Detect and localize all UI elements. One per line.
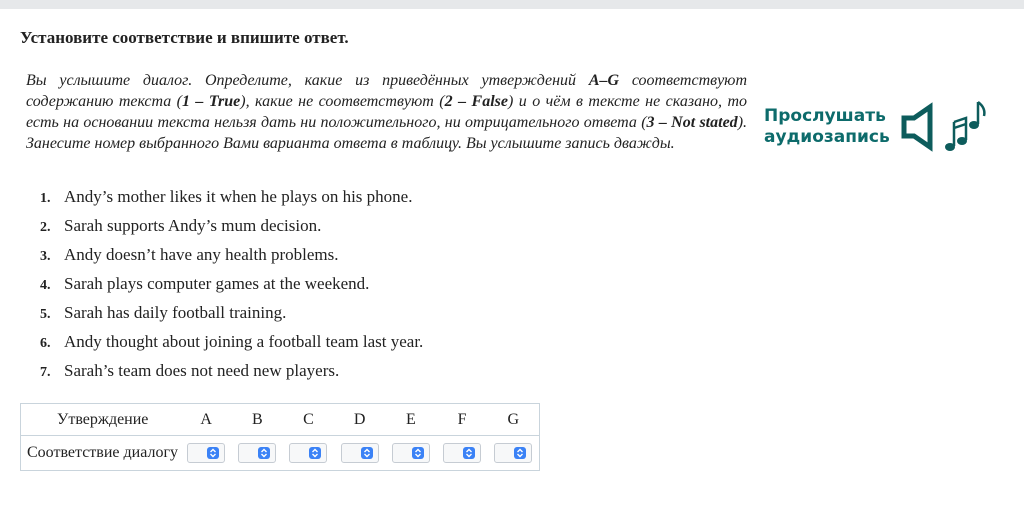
statement-text: Andy thought about joining a football team last year.	[64, 332, 424, 351]
statement-number: 1.	[40, 191, 51, 206]
statement-text: Sarah has daily football training.	[64, 303, 287, 322]
play-audio-button[interactable]	[764, 100, 988, 154]
statement-header: Утверждение	[57, 410, 149, 428]
column-header-f: F	[457, 410, 467, 428]
answer-select-e[interactable]	[392, 443, 430, 463]
answer-table	[20, 403, 540, 471]
answer-cell	[385, 436, 436, 471]
play-audio-label-line1[interactable]: Прослушать	[764, 106, 886, 126]
statement-number: 3.	[40, 249, 51, 264]
column-header-e: E	[405, 410, 416, 428]
statement-item	[40, 303, 423, 332]
statement-text: Andy doesn’t have any health problems.	[64, 245, 339, 264]
answer-cell	[488, 436, 540, 471]
answer-select-d[interactable]	[341, 443, 379, 463]
answer-select-g[interactable]	[494, 443, 532, 463]
statement-item	[40, 216, 423, 245]
answer-select-b[interactable]	[238, 443, 276, 463]
statement-item	[40, 187, 423, 216]
statements-list	[40, 187, 423, 390]
answer-cell	[436, 436, 487, 471]
statement-number: 5.	[40, 307, 51, 322]
chevron-updown-icon	[207, 447, 219, 459]
column-header-c: C	[303, 410, 314, 428]
column-header-a: A	[200, 410, 212, 428]
statement-item	[40, 245, 423, 274]
answer-select-a[interactable]	[187, 443, 225, 463]
task-instructions: Вы услышите диалог. Определите, какие из приведённых утверждений A–G соответствуют содержанию текста (1 – True), какие не соответствуют (2 – False) и о чём в тексте не сказано, то есть на основании текста нельзя дать ни положительного, ни отрицательного ответа (3 – Not stated). Занесите номер выбранного Вами варианта ответа в таблицу. Вы услышите запись дважды.	[26, 72, 748, 152]
chevron-updown-icon	[514, 447, 526, 459]
answer-cell	[232, 436, 283, 471]
speaker-icon[interactable]	[900, 102, 940, 152]
column-header-b: B	[251, 410, 263, 428]
chevron-updown-icon	[463, 447, 475, 459]
statement-number: 7.	[40, 365, 51, 380]
match-row-label: Соответствие диалогу	[21, 436, 181, 471]
answer-cell	[334, 436, 385, 471]
play-audio-label[interactable]	[764, 106, 894, 148]
answer-select-f[interactable]	[443, 443, 481, 463]
statement-text: Sarah supports Andy’s mum decision.	[64, 216, 322, 235]
statement-number: 4.	[40, 278, 51, 293]
answer-select-c[interactable]	[289, 443, 327, 463]
column-header-g: G	[507, 410, 520, 428]
statement-item	[40, 274, 423, 303]
answer-cell	[283, 436, 334, 471]
chevron-updown-icon	[361, 447, 373, 459]
statement-number: 6.	[40, 336, 51, 351]
statement-text: Sarah plays computer games at the weekend.	[64, 274, 370, 293]
top-bar	[0, 0, 1024, 9]
play-audio-label-line2[interactable]: аудиозапись	[764, 127, 890, 147]
statement-text: Sarah’s team does not need new players.	[64, 361, 340, 380]
chevron-updown-icon	[412, 447, 424, 459]
statement-number: 2.	[40, 220, 51, 235]
chevron-updown-icon	[258, 447, 270, 459]
music-notes-icon	[942, 100, 988, 154]
task-heading: Установите соответствие и впишите ответ.	[20, 28, 349, 47]
answer-cell	[181, 436, 232, 471]
statement-text: Andy’s mother likes it when he plays on his phone.	[64, 187, 413, 206]
statement-item	[40, 332, 423, 361]
column-header-d: D	[353, 410, 366, 428]
statement-item	[40, 361, 423, 390]
chevron-updown-icon	[309, 447, 321, 459]
